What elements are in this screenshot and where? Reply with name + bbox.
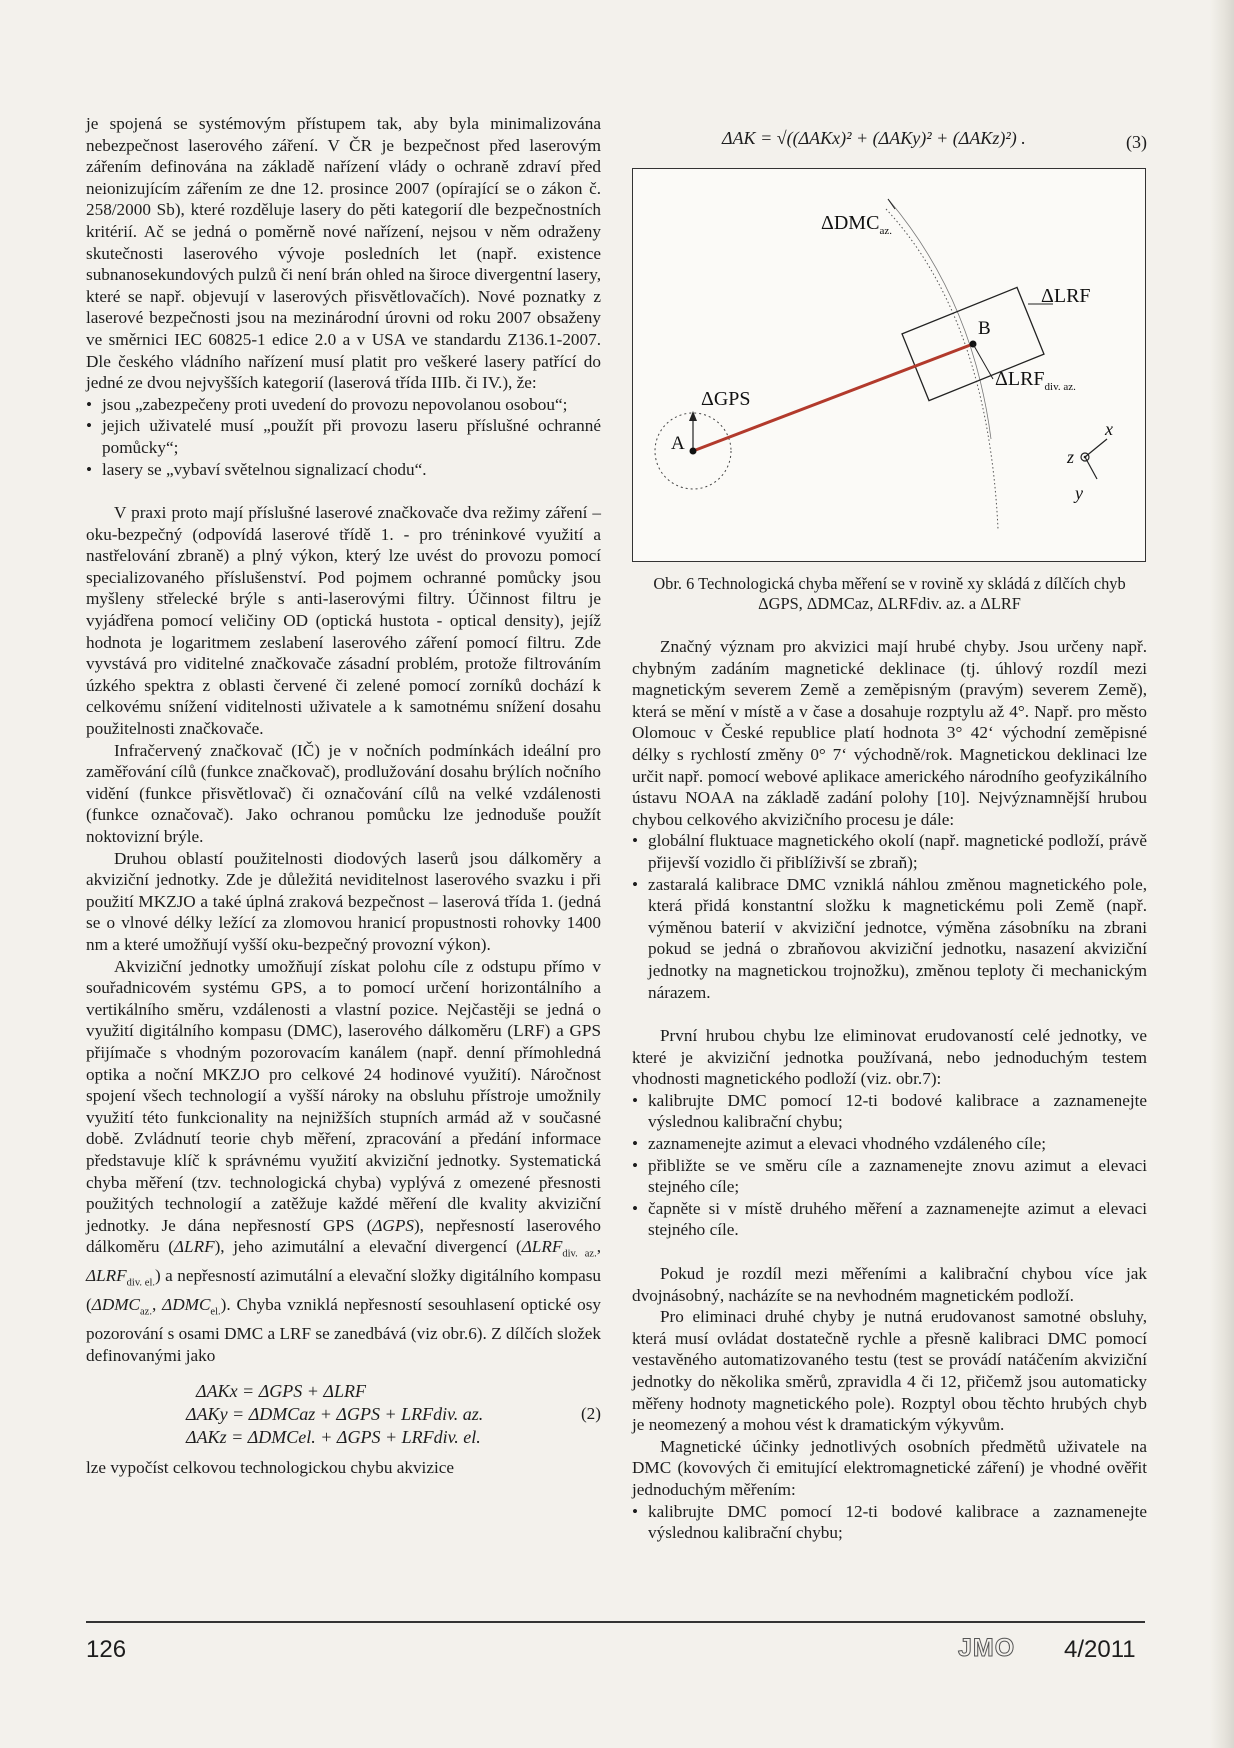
equation-row: ΔAKx = ΔGPS + ΔLRF (196, 1380, 366, 1401)
label-b: B (978, 318, 991, 339)
bullet-list (632, 1090, 1147, 1241)
paragraph: Akviziční jednotky umožňují získat polohu cíle z odstupu přímo v souřadnicovém systému GPS, a to pomocí určení horizontálního a vertikálního směru, vzdálenosti a vlastní pozice. Nejčastěji se jedná o využití digitálního kompasu (DMC), laserového dálkoměru (LRF) a GPS přijímače s vhodným pozorovacím kanálem (např. denní přímohledná optika a noční MKZJO pro celkové 24 hodinové využití). Náročnost spojení všech technologií a vyšší nároky na obsluhu přístroje umožnily využití této funkcionality na nejnižších stupních armád až v současné době. Zvládnutí teorie chyb měření, zpracování a předání informace představuje klíč k správnému využití akviziční jednotky. Systematická chyba měření (tzv. technologická chyba) vyplývá z omezené přesnosti použitých technologií a zatěžuje každé měření dle kvality akviziční jednotky. Je dána nepřesností GPS (ΔGPS), nepřesností laserového dálkoměru (ΔLRF), jeho azimutální a elevační divergencí ($\Delta LRF_{div. az.}$, $\Delta LRF_{div. el.}$) a nepřesností azimutální a elevační složky digitálního kompasu ($\Delta DMC_{az.}$, $\Delta DMC_{el.}$). Chyba vzniklá nepřesností sesouhlasení optické osy pozorování s osami DMC a LRF se zanedbává (viz obr.6). Z dílčích složek definovanými jako (86, 956, 601, 1365)
list-item: • jejich uživatelé musí „použít při provozu laseru příslušné ochranné pomůcky“; (86, 415, 601, 458)
list-item: • lasery se „vybaví světelnou signalizací chodu“. (86, 459, 601, 481)
list-item: • zastaralá kalibrace DMC vzniklá náhlou změnou magnetického pole, která přidá konstantní složku k magnetickému poli Země (např. výměnou baterií v akviziční jednotce, výměna zásobníku na zbrani pokud se jedná o zbraňovou akviziční jednotku, nasazení akviziční jednotky na magnetickou trojnožku), změnou teploty či mechanickým nárazem. (632, 874, 1147, 1004)
equation-expression: ΔAK = √((ΔAKx)² + (ΔAKy)² + (ΔAKz)²) . (722, 128, 1026, 148)
bullet-list (86, 394, 601, 480)
axis-y-line (1085, 457, 1097, 479)
journal-logo: JMO (958, 1634, 1016, 1662)
bullet-list (632, 830, 1147, 1003)
page-number: 126 (86, 1636, 127, 1663)
page-edge-shadow (1210, 0, 1234, 1748)
equation-number: (2) (580, 1403, 601, 1423)
list-item: • kalibrujte DMC pomocí 12-ti bodové kalibrace a zaznamenejte výslednou kalibrační chybu; (632, 1090, 1147, 1133)
label-dmc: $\Delta DMC_{az.}$ (821, 212, 892, 237)
gps-arrow-head (689, 411, 697, 421)
dmc-tick (888, 199, 895, 209)
equation-row: ΔAKy = ΔDMCaz + ΔGPS + LRFdiv. az. (186, 1403, 484, 1424)
axis-y-label: y (1075, 483, 1083, 503)
list-item: • kalibrujte DMC pomocí 12-ti bodové kalibrace a zaznamenejte výslednou kalibrační chybu; (632, 1501, 1147, 1544)
paragraph: lze vypočíst celkovou technologickou chybu akvizice (86, 1457, 454, 1477)
paragraph: Infračervený značkovač (IČ) je v nočních podmínkách ideální pro zaměřování cílů (funkce značkovač), prodlužování dosahu brýlích nočního vidění (funkce přisvětlovač) či označování cílů na velké vzdálenosti (funkce označovač). Jako ochranou pomůcku lze jednoduše použít noktovizní brýle. (86, 740, 601, 846)
equation-row: ΔAKz = ΔDMCel. + ΔGPS + LRFdiv. el. (186, 1426, 481, 1447)
paragraph: Magnetické účinky jednotlivých osobních předmětů uživatele na DMC (kovových či emitující elektromagnetické záření) je vhodné ověřit jednoduchým měřením: (632, 1436, 1147, 1499)
paragraph: V praxi proto mají příslušné laserové značkovače dva režimy záření – oku-bezpečný (odpovídá laserové třídě 1. - pro tréninkové využití a nastřelování zbraně) a plný výkon, který lze uvést do provozu pomocí specializovaného příslušenství. Pod pojmem ochranné pomůcky jsou myšleny střelecké brýle s anti-laserovými filtry. Účinnost filtru je vyjádřena pomocí veličiny OD (optická hustota - optical density), jejíž hodnota je logaritmem zeslabení laserového záření pomocí filtru. Zde vyvstává pro viditelné značkovače zásadní problém, protože filtrováním úzkého spektra z oblasti červené či zelené pomocí zorníků dochází k celkovému snížení viditelnosti uživatele a k samotnému snížení dosahu použitelnosti značkovače. (86, 503, 601, 739)
paragraph: Značný význam pro akvizici mají hrubé chyby. Jsou určeny např. chybným zadáním magnetické deklinace (tj. úhlový rozdíl mezi magnetickým severem Země a zeměpisným (pravým) severem Země), která se mění v místě a v čase a dosahuje rozptylu až 4°. Např. pro město Olomouc v České republice platí hodnota 3° 42‘ východní zeměpisné délky s rychlostí změny 0° 7‘ východně/rok. Magnetickou deklinaci lze určit např. pomocí webové aplikace amerického národního geofyzikálního ústavu NOAA na základě zadání polohy [10]. Nejvýznamnější hrubou chybou celkového akvizičního procesu je dále: (632, 637, 1147, 829)
paragraph: je spojená se systémovým přístupem tak, aby byla minimalizována nebezpečnost laserového záření. V ČR je bezpečnost před laserovým zářením definována na základě nařízení vlády o ochraně zdraví před neionizujícím zářením ze dne 12. prosince 2007 (opírající se o zákon č. 258/2000 Sb), které rozděluje lasery do pěti kategorií dle bezpečnostních kritérií. Ač se jedná o poměrně nové nařízení, nejsou v něm odraženy skutečnosti laserového vývoje posledních let (např. existence subnanosekundových pulzů či není brán ohled na široce divergentní lasery, které se např. objevují v laserových přisvětlovačích). Nové poznatky z laserové bezpečnosti jsou na mezinárodní úrovni od roku 2007 obsaženy ve směrnici IEC 60825-1 edice 2.0 a v USA ve standardu Z136.1-2007. Dle českého vládního nařízení musí platit pro veškeré lasery patřící do jedné ze dvou nejvyšších kategorií (laserová třída IIIb. či IV.), že: (86, 114, 602, 393)
label-lrf: ΔLRF (1041, 285, 1091, 307)
paragraph: Pokud je rozdíl mezi měřeními a kalibrační chybou více jak dvojnásobný, nacházíte se na nevhodném magnetickém podloží. (632, 1264, 1147, 1305)
paragraph: Pro eliminaci druhé chyby je nutná erudovanost samotné obsluhy, která musí ovládat dostatečně rychle a přesně kalibraci DMC pomocí vestavěného automatizovaného testu (test se provádí natáčením akviziční jednotky do několika směrů, zpravidla 4 či 12, přičemž jsou automaticky měřeny hodnoty magnetického pole). Rozptyl obou těchto hrubých chyb je neomezený a mohou vést k dramatickým výkyvům. (632, 1307, 1147, 1435)
point-a (690, 448, 697, 455)
list-item: • jsou „zabezpečeny proti uvedení do provozu nepovolanou osobou“; (86, 394, 601, 416)
list-item: • zaznamenejte azimut a elevaci vhodného vzdáleného cíle; (632, 1133, 1147, 1155)
lrfdiv-leader (973, 344, 993, 379)
list-item: • čapněte si v místě druhého měření a zaznamenejte azimut a elevaci stejného cíle. (632, 1198, 1147, 1241)
equation-3 (632, 124, 1147, 160)
issue-number: 4/2011 (1064, 1636, 1136, 1663)
dmc-arc (886, 209, 998, 529)
axis-z-label: z (1067, 447, 1075, 467)
list-item: • globální fluktuace magnetického okolí (např. magnetické podloží, právě přijevší vozidlo či přiblíživší se zbraň); (632, 830, 1147, 873)
axis-x-label: x (1105, 419, 1113, 439)
error-diagram (633, 169, 1145, 561)
equation-number: (3) (1126, 132, 1147, 152)
label-a: A (671, 433, 685, 454)
right-column (632, 124, 1147, 1544)
label-lrfdiv: $\Delta LRF_{div. az.}$ (995, 368, 1076, 393)
equation-2 (86, 1381, 601, 1453)
figure-caption: Obr. 6 Technologická chyba měření se v rovině xy skládá z dílčích chyb ΔGPS, ΔDMCaz, ΔLRFdiv. az. a ΔLRF (653, 574, 1126, 613)
bullet-list (632, 1501, 1147, 1544)
label-gps: ΔGPS (701, 388, 751, 410)
list-item: • přibližte se ve směru cíle a zaznamenejte znovu azimut a elevaci stejného cíle; (632, 1155, 1147, 1198)
footer-rule (86, 1621, 1145, 1623)
left-column (86, 113, 601, 1478)
paragraph: Druhou oblastí použitelnosti diodových laserů jsou dálkoměry a akviziční jednotky. Zde je důležitá neviditelnost laserového svazku i při použití MKZJO a také úplná zraková bezpečnost – laserová třída 1. (jedná se o vlnové délky ležící za zlomovou hranicí propustnosti rohovky 1400 nm a které umožňují vyšší oku-bezpečný provozní výkon). (86, 848, 601, 954)
axis-x-line (1085, 439, 1107, 457)
paragraph: První hrubou chybu lze eliminovat erudovaností celé jednotky, ve které je akviziční jednotka používaná, nebo jednoduchým testem vhodnosti magnetického podloží (viz. obr.7): (632, 1026, 1147, 1089)
figure-6 (632, 168, 1146, 562)
